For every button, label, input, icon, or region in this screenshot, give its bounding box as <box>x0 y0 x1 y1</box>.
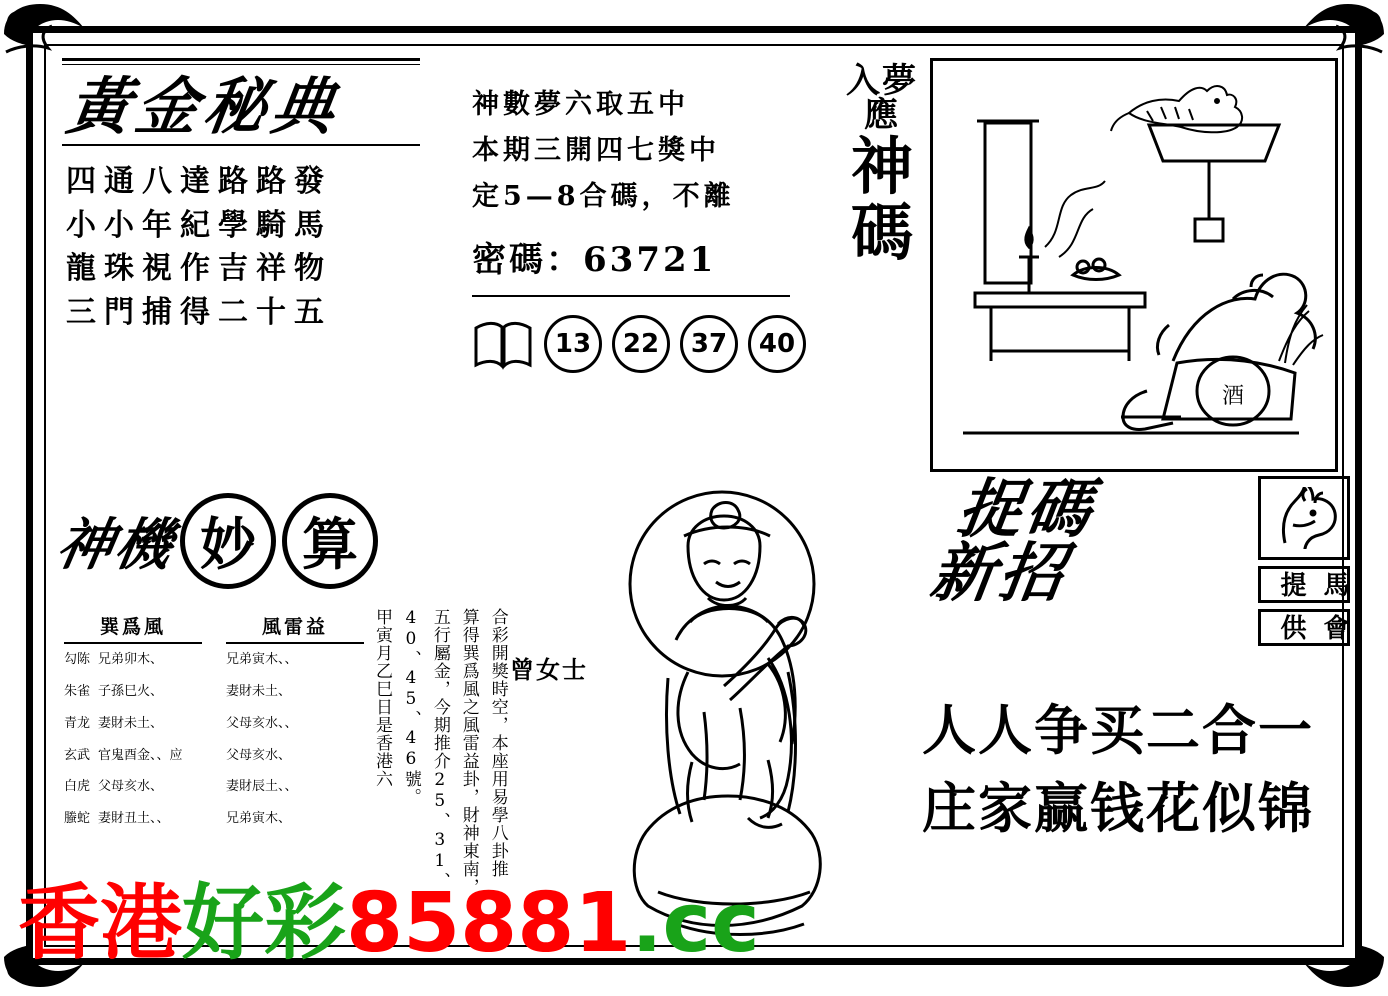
divination-table <box>64 612 364 835</box>
vertical-headline-top: 入夢應 <box>846 61 918 135</box>
row-value: 父母亥水、 <box>226 747 292 763</box>
divination-column-right <box>226 612 364 835</box>
watermark-part-2: 好彩 <box>182 876 347 971</box>
row-value: 父母亥水、、 <box>226 715 298 731</box>
poem-line-3: 龍珠視作吉祥物 <box>66 251 332 287</box>
lucky-ball-2: 22 <box>612 315 670 373</box>
table-row <box>64 644 202 676</box>
vertical-headline-middle: 神 <box>850 130 913 203</box>
row-value: 妻財未土、 <box>98 715 164 731</box>
divination-header-left: 巽爲風 <box>64 612 202 644</box>
row-value: 妻財丑土、、 <box>98 811 170 827</box>
masthead <box>62 58 422 334</box>
vertical-headline <box>842 61 922 269</box>
vertical-headline-bottom: 碼 <box>850 196 913 269</box>
mystic-circle-char-1: 妙 <box>180 493 276 589</box>
row-label: 玄武 <box>64 747 91 763</box>
masthead-top-rule <box>62 58 420 65</box>
poem-line-4: 三門捕得二十五 <box>66 294 332 330</box>
lucky-number-row <box>472 315 812 373</box>
sponsor-char-2: 馬 <box>1319 571 1349 598</box>
open-book-icon <box>472 318 534 370</box>
table-row <box>226 771 364 803</box>
table-row <box>64 676 202 708</box>
table-row <box>64 708 202 740</box>
watermark-part-1: 香港 <box>18 876 183 971</box>
sponsor-char-3: 供 <box>1276 614 1306 641</box>
slogan-line-1: 人人争买二合一 <box>922 699 1314 762</box>
vertical-text-column-4: 40、45、46號。 <box>400 608 421 806</box>
password-label: 密碼：63721 <box>472 239 717 280</box>
row-label: 青龙 <box>64 715 91 731</box>
row-label: 白虎 <box>64 779 91 795</box>
table-row <box>64 771 202 803</box>
code-line-3: 定5—8合碼，不離 <box>472 180 735 212</box>
code-block <box>472 82 812 373</box>
slogan-block <box>922 692 1362 849</box>
divination-column-left <box>64 612 202 835</box>
watermark-part-3: 85881 <box>346 876 632 971</box>
table-row <box>64 803 202 835</box>
brush-headline-line-1: 捉碼 <box>952 472 1100 547</box>
sponsor-char-4: 會 <box>1319 614 1349 641</box>
row-value: 父母亥水、 <box>98 779 164 795</box>
row-value: 兄弟卯木、 <box>98 652 164 667</box>
mystic-brush-text: 神機 <box>51 512 180 578</box>
poem-block <box>66 160 422 334</box>
publication-title: 黃金秘典 <box>62 70 346 143</box>
code-line-2: 本期三開四七獎中 <box>472 134 720 166</box>
vertical-text-column-3: 五行屬金，今期推介25、31、 <box>429 608 450 890</box>
row-label: 朱雀 <box>64 683 91 699</box>
brush-headline <box>919 472 1264 658</box>
row-value: 兄弟寅木、 <box>226 811 292 827</box>
mystic-circle-char-2: 算 <box>282 493 378 589</box>
password-rule <box>472 295 790 297</box>
slogan-line-2: 庄家赢钱花似锦 <box>922 777 1314 841</box>
horse-head-icon <box>1258 476 1350 560</box>
table-row <box>226 644 364 676</box>
sponsor-label-2 <box>1258 609 1350 646</box>
scholar-illustration <box>930 58 1338 472</box>
masthead-bottom-rule <box>62 144 420 146</box>
table-row <box>226 676 364 708</box>
table-row <box>226 740 364 772</box>
column-author: 曾女士 <box>510 655 588 684</box>
svg-text:酒: 酒 <box>1221 384 1245 409</box>
row-label: 螣蛇 <box>64 811 91 827</box>
table-row <box>226 708 364 740</box>
divination-header-right: 風雷益 <box>226 612 364 644</box>
brush-headline-line-2: 新招 <box>925 536 1073 611</box>
row-value: 兄弟寅木、、 <box>226 652 298 667</box>
lucky-ball-4: 40 <box>748 315 806 373</box>
sponsor-label <box>1258 566 1350 603</box>
poem-line-2: 小小年紀學騎馬 <box>66 207 332 243</box>
code-line-1: 神數夢六取五中 <box>472 89 689 120</box>
vertical-text-column-1: 合彩開獎時空，本座用易學八卦推 <box>487 608 508 878</box>
poem-line-1: 四通八達路路發 <box>66 164 332 200</box>
horse-badge <box>1258 476 1350 646</box>
vertical-text-column-5: 甲寅月乙巳日是香港六 <box>371 608 392 788</box>
watermark-part-4: .cc <box>631 876 760 971</box>
row-value: 官鬼酉金、、应 <box>98 747 183 763</box>
lucky-ball-1: 13 <box>544 315 602 373</box>
lucky-ball-3: 37 <box>680 315 738 373</box>
site-watermark <box>18 858 1368 975</box>
sponsor-char-1: 提 <box>1276 571 1306 598</box>
table-row <box>226 803 364 835</box>
table-row <box>64 740 202 772</box>
row-label: 勾陈 <box>64 652 91 667</box>
row-value: 妻財未土、 <box>226 683 292 699</box>
row-value: 子孫巳火、 <box>98 683 164 699</box>
row-value: 妻財辰土、、 <box>226 779 298 795</box>
vertical-text-column-2: 算得巽爲風之風雷益卦，財神東南， <box>458 608 479 896</box>
